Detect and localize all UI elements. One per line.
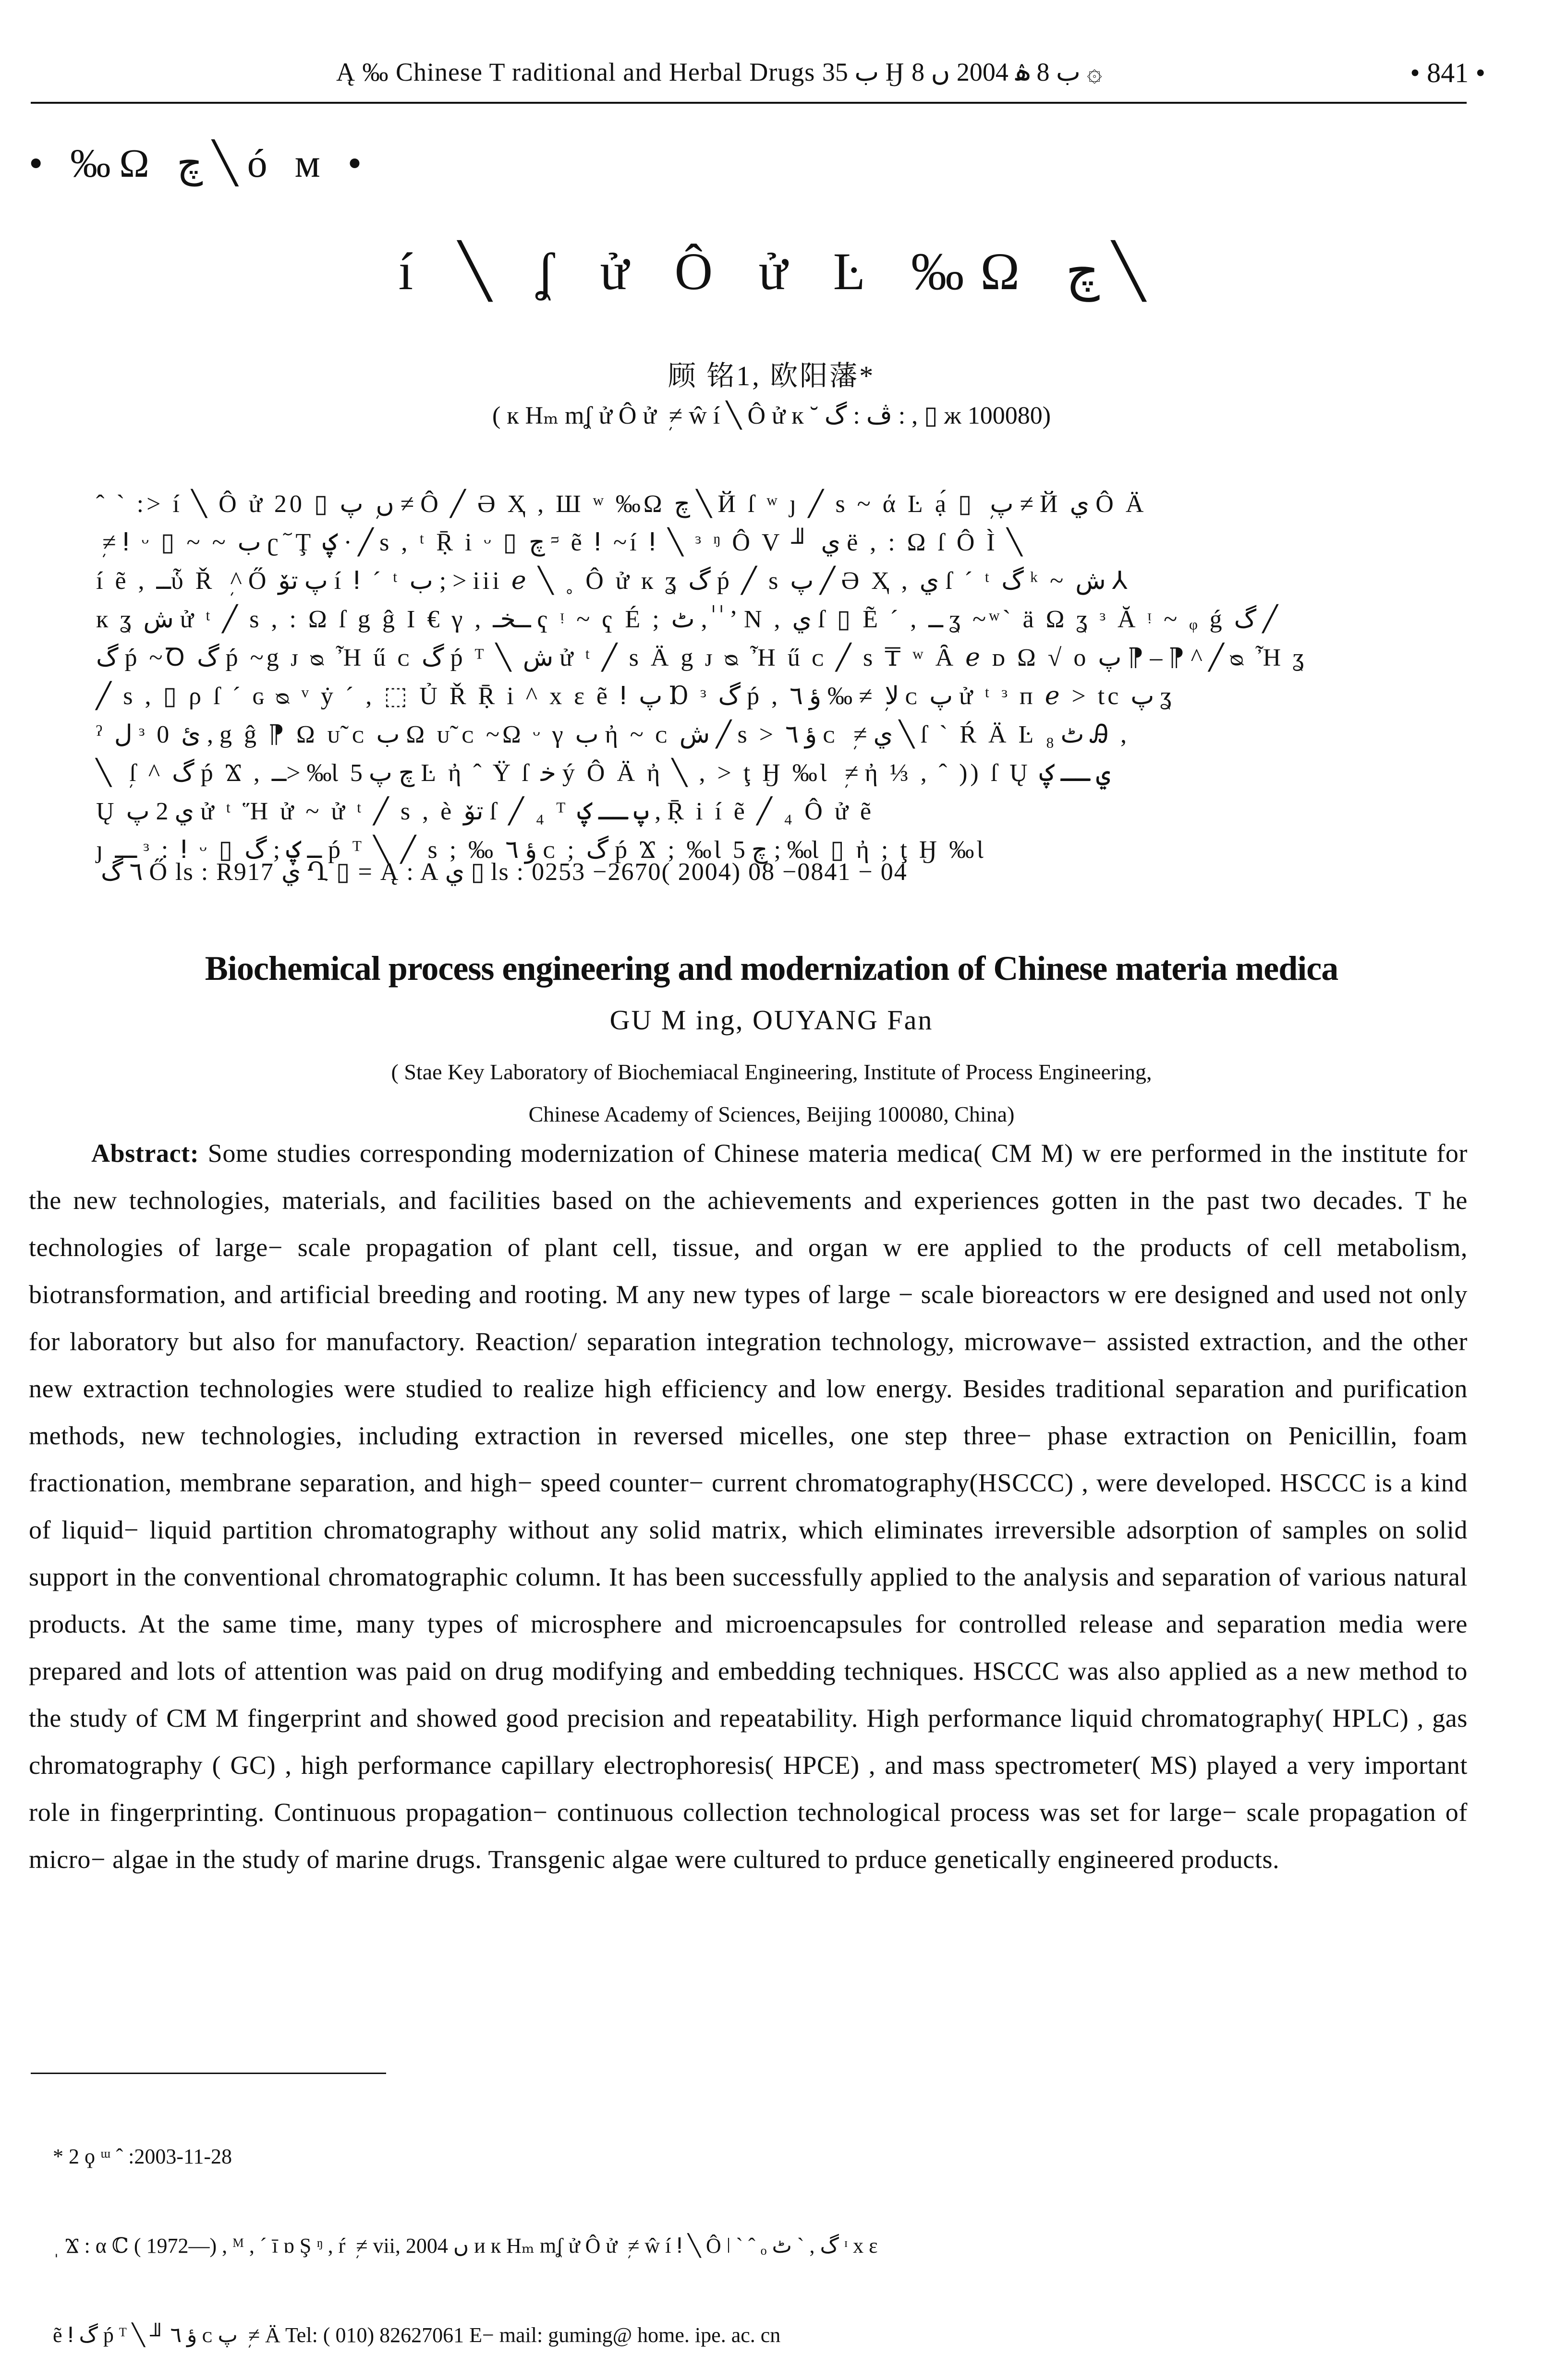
english-affiliation [0,1051,1543,1135]
abstract-body: Some studies corresponding modernization of Chinese materia medica( CM M) w ere performed in the institute for the new technologies, materials, and facilities based on the achievements and experiences gotten in the past two decades. T he technologies of large− scale propagation of plant cell, tissue, and organ w ere applied to the products of cell metabolism, biotransformation, and artificial breeding and rooting. M any new types of large − scale bioreactors w ere designed and used not only for laboratory but also for manufactory. Reaction/ separation integration technology, microwave− assisted extraction, and the other new extraction technologies were studied to realize high efficiency and low energy. Besides traditional separation and purification methods, new technologies, including extraction in reversed micelles, one step three− phase extraction on Penicillin, foam fractionation, membrane separation, and high− speed counter− current chromatography(HSCCC) , were developed. HSCCC is a kind of liquid− liquid partition chromatography without any solid matrix, which eliminates irreversible adsorption of samples on solid support in the conventional chromatographic column. It has been successfully applied to the analysis and separation of various natural products. At the same time, many types of microsphere and microencapsules for controlled release and separation media were prepared and lots of attention was paid on drug modifying and embedding techniques. HSCCC was also applied as a new method to the study of CM M fingerprint and showed good precision and repeatability. High performance liquid chromatography( HPLC) , gas chromatography ( GC) , high performance capillary electrophoresis( HPCE) , and mass spectrometer( MS) played a very important role in fingerprinting. Continuous propagation− continuous collection technological process was set for large− scale propagation of micro− algae in the study of marine drugs. Transgenic algae were cultured to prduce genetically engineered products. [29,1139,1468,1874]
header-rule [31,102,1467,104]
chinese-authors: 顾 铭1, 欧阳藩* [668,360,875,391]
abstract-label: Abstract: [91,1139,199,1168]
classification-meta: ٦ گ Ő ls : R917 ي Ղ ▯ = Ą : A ي ▯ ls : 0253 −2670( 2004) 08 −0841 − 04 [101,858,908,886]
footnote-rule [31,2073,386,2074]
english-title: Biochemical process engineering and modernization of Chinese materia medica [205,949,1338,988]
footnote-contact: ẽ ⵑ گ ṕ ᵀ ╲ ╜ ؤ ٦ ᴄ پ ܼ ≠ Ä Tel: ( 010) 82627061 E− mail: guming@ home. ipe. ac. cn [53,2323,781,2347]
english-authors: GU M ing, OUYANG Fan [609,1004,934,1036]
affiliation-line: Chinese Academy of Sciences, Beijing 100080, China) [528,1102,1015,1126]
footnote-author-bio: ˌ Ϫ : α ℂ ( 1972—) , ᴹ , ´ ī ɒ Ş ᵑ , ŕ ܼ ≠ vii, 2004 ں ᴎ к Hₘ mʆ ử Ô ử ܼ ≠ ŵ í ⵑ ╲ Ô ǀ ` ˆ ₒ گ , ` ٹ ᶦ x ɛ [53,2234,878,2258]
chinese-affiliation: ( к Hₘ mʆ ử Ô ử ܼ ≠ ŵ í ╲ Ô ử к ˘ ڤ : گ : , ▯ ж 100080) [492,402,1051,429]
footnotes [53,2082,878,2380]
running-header: Ą ‰ Chinese T raditional and Herbal Drugs ب 35 Ӈ ب 8 ۿ 2004 ں 8 ۞ [336,58,1102,86]
chinese-abstract: ˆ ` :> í ╲ Ô ử 20 ▯ ں پ ≠ Ô ╱ Ə Ҳ , Ш ʷ ‰Ω چ ╲ Й ſ ʷ ȷ ╱ s ~ ά Ŀ ạ́ ▯ ܼ پ ≠ Й ي Ô Ä ≠ ⵑ ᵕ ▯ ~ ~ ب ʗ ٓ Ţ ؼ · ╱ s , ᵗ Ṝ і ᵕ ▯ چ ᵙ ẽ ⵑ ~í ⵑ ╲ ᵌ ᵑ Ô V ╜ ي ë , : Ω ſ Ô Ì ╲ í ẽ , ــὗ Ř ܼ ^ Ő پ تۆ í ⵑ ´ ᵗ ب ; > iii ℯ ╲ ˳ Ô ử к ʓ گ ṕ ╱ s پ ╱ Ə Ҳ , ي ſ ´ ᵗ گ ᵏ ~ ش ⅄ к ʓ ش ử ᵗ ╱ s , : Ω ſ g ĝ Ӏ € γ , ــخـ ҁ ᵎ ~ ҁ É ; ٹ , ٰ ٰ ʼ N , ي ſ ▯ Ẽ ´ , ــ ʓ ~ʷ` ä Ω ʓ ᵌ Ă ᵎ ~ ᵩ ǵ گ ╱ گ ṕ ~Ꝺ گ ṕ ~g ᴊ ᴓ Ἦ ű ᴄ گ ṕ ᵀ ╲ ش ử ᵗ ╱ s Ä g ᴊ ᴓ Ἦ ű ᴄ ╱ s ₸ ʷ Ȃ ℯ ᴅ Ω √ o پ ⁋ ‒ ⁋ ^ ╱ ᴓ Ἦ ʓ ╱ s , ▯ ρ ſ ´ ɢ ᴓ ᵛ ẏ ´ , ⬚ Ủ Ř Ṝ і ^ x ɛ ẽ ⵑ پ Ɒ ᵌ گ ṕ , ﻻ ܼ ≠ ‰ ؤ ٦ ᴄ پ ử ᵗ ᵌ ᴨ ℯ > tc پ ʓ ˀ ل ᵌ 0 ئ , g ĝ ⁋ Ω ᴜ̃ ᴄ ب Ω ᴜ̃ ᴄ ~Ω ᵕ γ ب ἠ ~ ᴄ ش ╱ s > ؤ ٦ ᴄ ܼ ≠ ي ╲ ſ ` Ŕ Ä Ŀ ٹ ₈ Ꭿ , ╲ ܼ ſ ^ گ ṕ Ϫ , ــ> ‰Ɩ چ پ 5 Ŀ ἠ ˆ Ϋ ſ ﺧ ý Ô Ä ἠ ╲ , > ţ Ӈ ‰Ɩ ≠ ἠ ⅓ , ˆ )) ſ Ų ي ــ ؼ Ų ي 2 پ ử ᵗ Ἥ ử ~ ử ᵗ ╱ s , è تۆ ſ ╱ ₄ ᵀ پ ــ ؼ , Ṝ і í ẽ ╱ ₄ Ô ử ẽ ȷ ـــ ᵌ : ⵑ ᵕ ▯ ــ ؼ ; گ ṕ ᵀ ╲ ╱ s ; ‰ ؤ ٦ ᴄ ; گ ṕ Ϫ ; ‰Ɩ چ 5 ; ‰Ɩ ▯ ἠ ; ţ Ӈ ‰Ɩ [96,490,1307,864]
english-abstract [29,1130,1468,1883]
column-tag: • ‰Ω چ ╲ ó м • [29,141,371,186]
page-number: • 841 • [1410,57,1485,88]
footnote-received: * 2 ϙ ᵚ ˆ :2003-11-28 [53,2145,232,2168]
affiliation-line: ( Stae Key Laboratory of Biochemiacal Engineering, Institute of Process Engineering, [391,1060,1152,1084]
chinese-title: í ╲ ʆ ử Ô ử Ŀ ‰Ω چ ╲ [398,242,1145,301]
